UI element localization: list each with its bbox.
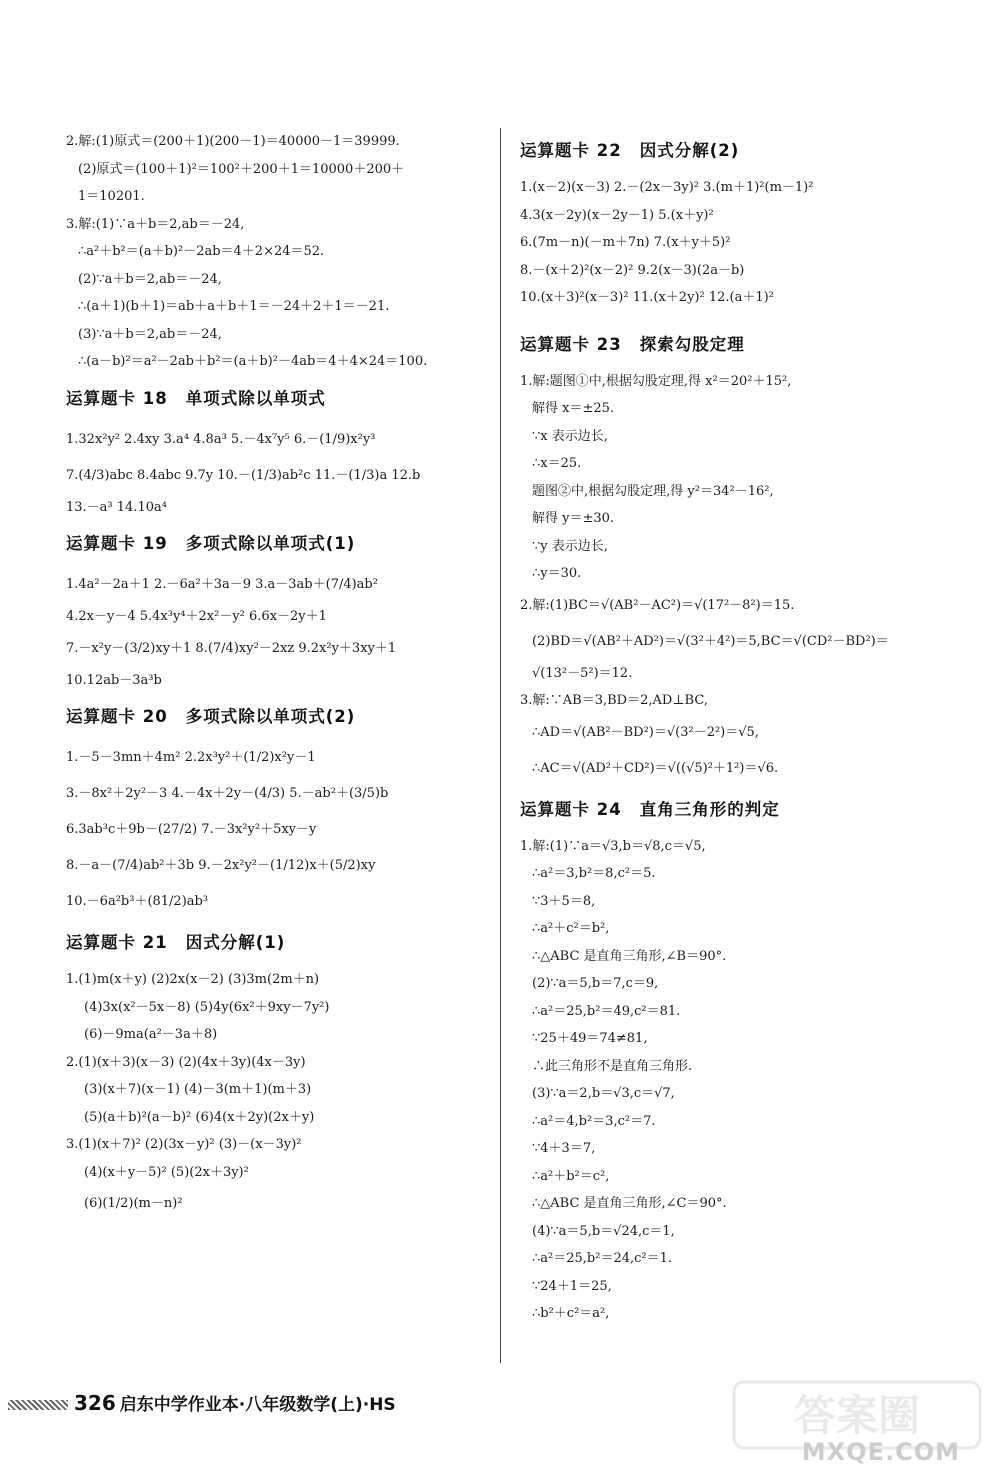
- answer-line: 解得 y＝±30.: [532, 511, 615, 526]
- answer-line: 1.解:(1)∵a＝√3,b＝√8,c＝√5,: [520, 838, 706, 854]
- left-column: [66, 128, 491, 1222]
- answer-line: ∴b²＋c²＝a²,: [532, 1306, 610, 1321]
- answer-line: ∴a²＋b²＝(a＋b)²－2ab＝4＋2×24＝52.: [78, 244, 325, 259]
- answer-line: 解得 x＝±25.: [532, 401, 615, 416]
- answer-line: 1.(x－2)(x－3) 2.－(2x－3y)² 3.(m＋1)²(m－1)²: [520, 180, 814, 195]
- answer-line: (4)3x(x²－5x－8) (5)4y(6x²＋9xy－7y²): [84, 999, 330, 1015]
- answer-line: ∴a²＝3,b²＝8,c²＝5.: [532, 866, 656, 881]
- answer-line: (3)(x＋7)(x－1) (4)－3(m＋1)(m＋3): [84, 1082, 312, 1097]
- footer-stripe-decoration: [8, 1400, 68, 1410]
- answer-line: ∴△ABC 是直角三角形,∠C＝90°.: [532, 1196, 727, 1211]
- answer-line: (3)∵a＋b＝2,ab＝－24,: [78, 326, 222, 342]
- answer-line: ∵25＋49＝74≠81,: [532, 1031, 648, 1046]
- answer-line: (4)∵a＝5,b＝√24,c＝1,: [532, 1223, 675, 1239]
- answer-line: (4)(x＋y－5)² (5)(2x＋3y)²: [84, 1164, 249, 1180]
- answer-line: (2)∵a＝5,b＝7,c＝9,: [532, 976, 659, 991]
- answer-line: (2)∵a＋b＝2,ab＝－24,: [78, 271, 222, 287]
- page-number: 326: [74, 1391, 116, 1415]
- right-column: [520, 128, 940, 1328]
- watermark-logo-text: 答案圈: [793, 1391, 921, 1440]
- answer-line: ∴a²＋c²＝b²,: [532, 921, 610, 936]
- section-topic: 探索勾股定理: [639, 334, 745, 354]
- answer-line: 10.－6a²b³＋(81/2)ab³: [66, 894, 209, 909]
- section-topic: 直角三角形的判定: [639, 799, 780, 819]
- book-title: 启东中学作业本·八年级数学(上)·HS: [119, 1395, 396, 1415]
- answer-line: ∴a²＝4,b²＝3,c²＝7.: [532, 1113, 656, 1129]
- answer-line: 3.解:(1)∵a＋b＝2,ab＝－24,: [66, 216, 245, 232]
- answer-line: ∴△ABC 是直角三角形,∠B＝90°.: [532, 948, 727, 964]
- answer-line: ∴y＝30.: [532, 566, 582, 581]
- answer-line: 2.(1)(x＋3)(x－3) (2)(4x＋3y)(4x－3y): [66, 1054, 306, 1070]
- answer-line: 题图②中,根据勾股定理,得 y²＝34²－16²,: [532, 483, 774, 499]
- section-title: 运算题卡 21: [66, 933, 168, 952]
- answer-line: 1.(1)m(x＋y) (2)2x(x－2) (3)3m(2m＋n): [66, 972, 320, 987]
- answer-line: ∴此三角形不是直角三角形.: [532, 1058, 693, 1074]
- answer-line: 1.解:题图①中,根据勾股定理,得 x²＝20²＋15²,: [520, 373, 792, 389]
- answer-line: ∴a²＝25,b²＝49,c²＝81.: [532, 1003, 681, 1019]
- answer-line: ∵3＋5＝8,: [532, 893, 596, 909]
- section-topic: 因式分解(2): [639, 141, 740, 160]
- section-title: 运算题卡 18: [66, 388, 168, 408]
- section-topic: 单项式除以单项式: [185, 388, 326, 408]
- section-heading-card18: [66, 376, 491, 422]
- answer-line: ∴(a－b)²＝a²－2ab＋b²＝(a＋b)²－4ab＝4＋4×24＝100.: [78, 354, 428, 369]
- answer-line: √(13²－5²)＝12.: [532, 665, 633, 681]
- section-heading-card23: [520, 322, 940, 368]
- answer-line: ∵4＋3＝7,: [532, 1141, 596, 1156]
- answer-line: 7.－x²y－(3/2)xy＋1 8.(7/4)xy²－2xz 9.2x²y＋3xy＋1: [66, 640, 397, 656]
- answer-line: (5)(a＋b)²(a－b)² (6)4(x＋2y)(2x＋y): [84, 1109, 315, 1125]
- answer-line: 7.(4/3)abc 8.4abc 9.7y 10.－(1/3)ab²c 11.－(1/3)a 12.b: [66, 467, 421, 483]
- section-heading-card22: [520, 128, 940, 174]
- answer-line: (2)原式＝(100＋1)²＝100²＋200＋1＝10000＋200＋: [78, 161, 405, 177]
- section-heading-card24: [520, 787, 940, 833]
- watermark-url: MXQE.COM: [801, 1438, 960, 1466]
- answer-line: 4.2x－y－4 5.4x³y⁴＋2x²－y² 6.6x－2y＋1: [66, 609, 327, 624]
- page-footer: [8, 1390, 396, 1416]
- answer-line: 10.12ab－3a³b: [66, 672, 162, 688]
- section-title: 运算题卡 24: [520, 799, 622, 819]
- answer-line: (3)∵a＝2,b＝√3,c＝√7,: [532, 1086, 675, 1101]
- answer-line: 2.解:(1)原式＝(200＋1)(200－1)＝40000－1＝39999.: [66, 134, 400, 149]
- section-heading-card19: [66, 521, 491, 567]
- answer-line: 10.(x＋3)²(x－3)² 11.(x＋2y)² 12.(a＋1)²: [520, 290, 774, 305]
- section-title: 运算题卡 22: [520, 141, 622, 160]
- answer-line: 3.(1)(x＋7)² (2)(3x－y)² (3)－(x－3y)²: [66, 1137, 302, 1152]
- answer-line: ∴AD＝√(AB²－BD²)＝√(3²－2²)＝√5,: [532, 724, 759, 740]
- section-title: 运算题卡 19: [66, 534, 168, 553]
- answer-line: (2)BD＝√(AB²＋AD²)＝√(3²＋4²)＝5,BC＝√(CD²－BD²)＝: [532, 633, 889, 649]
- column-divider: [500, 128, 501, 1363]
- answer-line: 2.解:(1)BC＝√(AB²－AC²)＝√(17²－8²)＝15.: [520, 597, 795, 613]
- answer-line: (6)－9ma(a²－3a＋8): [84, 1027, 218, 1042]
- answer-line: ∴a²＋b²＝c²,: [532, 1168, 610, 1184]
- answer-line: 13.－a³ 14.10a⁴: [66, 499, 167, 515]
- answer-line: ∵y 表示边长,: [532, 538, 608, 554]
- answer-line: 1.32x²y² 2.4xy 3.a⁴ 4.8a³ 5.－4x⁷y⁵ 6.－(1/9)x²y³: [66, 431, 376, 447]
- answer-line: 6.3ab³c＋9b－(27/2) 7.－3x²y²＋5xy－y: [66, 822, 317, 837]
- answer-line: 8.－a－(7/4)ab²＋3b 9.－2x²y²－(1/12)x＋(5/2)xy: [66, 858, 376, 873]
- answer-line: ∵24＋1＝25,: [532, 1278, 612, 1294]
- section-topic: 多项式除以单项式(1): [185, 534, 356, 553]
- answer-line: ∵x 表示边长,: [532, 428, 608, 444]
- answer-line: 4.3(x－2y)(x－2y－1) 5.(x＋y)²: [520, 207, 714, 223]
- answer-line: ∴AC＝√(AD²＋CD²)＝√((√5)²＋1²)＝√6.: [532, 760, 779, 776]
- section-topic: 因式分解(1): [185, 933, 286, 952]
- answer-line: (6)(1/2)(m－n)²: [84, 1196, 183, 1211]
- section-title: 运算题卡 20: [66, 707, 168, 726]
- answer-line: ∴x＝25.: [532, 456, 582, 471]
- answer-line: 1.－5－3mn＋4m² 2.2x³y²＋(1/2)x²y－1: [66, 750, 316, 765]
- answer-line: 8.－(x＋2)²(x－2)² 9.2(x－3)(2a－b): [520, 262, 745, 278]
- answer-line: 3.－8x²＋2y²－3 4.－4x＋2y－(4/3) 5.－ab²＋(3/5)b: [66, 786, 389, 801]
- answer-line: 1＝10201.: [78, 189, 145, 204]
- section-topic: 多项式除以单项式(2): [185, 707, 356, 726]
- answer-line: 6.(7m－n)(－m＋7n) 7.(x＋y＋5)²: [520, 235, 731, 250]
- answer-line: 3.解:∵AB＝3,BD＝2,AD⊥BC,: [520, 693, 708, 708]
- section-heading-card21: [66, 920, 491, 966]
- answer-line: ∴(a＋1)(b＋1)＝ab＋a＋b＋1＝－24＋2＋1＝－21.: [78, 299, 390, 314]
- section-title: 运算题卡 23: [520, 334, 622, 354]
- section-heading-card20: [66, 694, 491, 740]
- answer-line: 1.4a²－2a＋1 2.－6a²＋3a－9 3.a－3ab＋(7/4)ab²: [66, 577, 378, 592]
- answer-line: ∴a²＝25,b²＝24,c²＝1.: [532, 1251, 673, 1266]
